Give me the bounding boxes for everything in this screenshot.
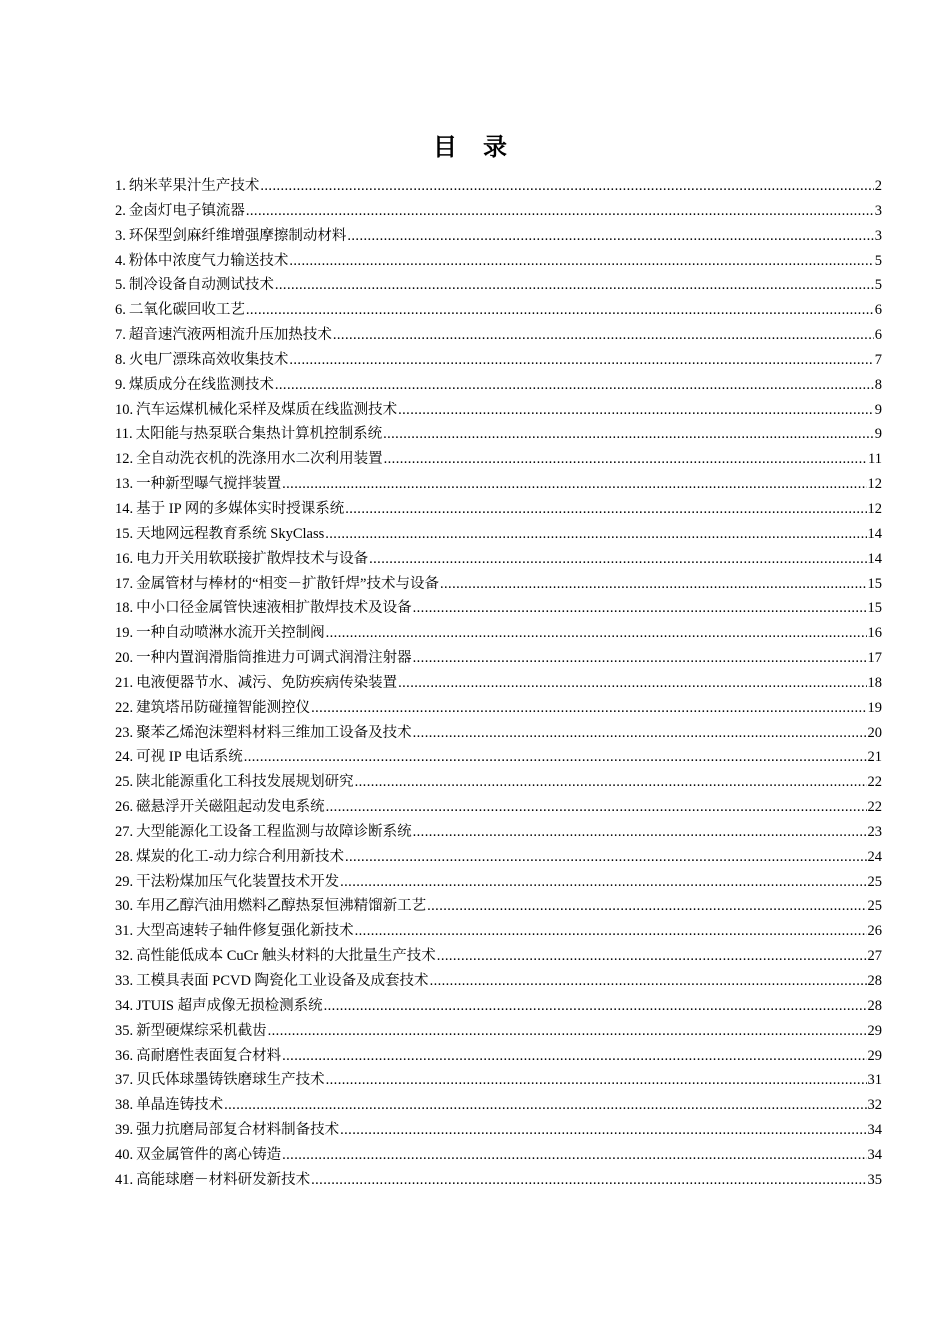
- toc-dot-leader: [333, 323, 874, 348]
- toc-entry-title[interactable]: 工模具表面 PCVD 陶瓷化工业设备及成套技术: [136, 973, 429, 989]
- toc-dot-leader: [282, 472, 866, 497]
- toc-entry-page-number[interactable]: 14: [867, 525, 882, 542]
- toc-dot-leader: [437, 944, 867, 969]
- toc-dot-leader: [413, 596, 867, 621]
- toc-entry-title[interactable]: 可视 IP 电话系统: [136, 749, 243, 766]
- toc-entry-number: 25.: [115, 774, 134, 791]
- toc-entry-page-number[interactable]: 3: [874, 202, 882, 219]
- toc-entry-page-number[interactable]: 28: [867, 973, 882, 989]
- toc-entry-number: 3.: [115, 227, 126, 244]
- toc-entry-page-number[interactable]: 11: [868, 451, 882, 468]
- toc-entry-number: 28.: [115, 848, 134, 865]
- toc-entry-page-number[interactable]: 6: [874, 327, 882, 344]
- toc-entry-number: 18.: [115, 600, 134, 617]
- toc-entry-title[interactable]: 干法粉煤加压气化装置技术开发: [136, 873, 340, 890]
- toc-entry-title[interactable]: 贝氏体球墨铸铁磨球生产技术: [136, 1072, 325, 1089]
- toc-entry-page-number[interactable]: 5: [874, 277, 882, 294]
- toc-entry-number: 34.: [115, 997, 134, 1014]
- toc-entry[interactable]: [115, 348, 882, 373]
- toc-entry-page-number[interactable]: 27: [867, 948, 882, 965]
- toc-entry-page-number[interactable]: 3: [874, 227, 882, 244]
- toc-entry-title[interactable]: 超音速汽液两相流升压加热技术: [128, 327, 332, 344]
- toc-entry-title[interactable]: 环保型剑麻纤维增强摩擦制动材料: [128, 227, 347, 244]
- toc-entry[interactable]: [115, 373, 882, 398]
- toc-entry-title[interactable]: 制冷设备自动测试技术: [128, 277, 274, 294]
- toc-entry-title[interactable]: 高能球磨－材料研发新技术: [136, 1171, 311, 1188]
- toc-entry-number: 35.: [115, 1022, 134, 1039]
- toc-entry-number: 26.: [115, 799, 134, 816]
- toc-entry[interactable]: [115, 696, 882, 721]
- toc-entry-page-number[interactable]: 31: [867, 1072, 882, 1089]
- toc-entry[interactable]: [115, 894, 882, 919]
- toc-entry-title[interactable]: 磁悬浮开关磁阻起动发电系统: [136, 799, 325, 816]
- toc-dot-leader: [268, 1019, 867, 1044]
- toc-entry-page-number[interactable]: 22: [867, 799, 882, 816]
- toc-entry[interactable]: [115, 994, 882, 1019]
- toc-entry-number: 11.: [115, 426, 133, 443]
- toc-dot-leader: [355, 770, 867, 795]
- toc-dot-leader: [326, 795, 867, 820]
- toc-entry-page-number[interactable]: 28: [867, 997, 882, 1014]
- toc-entry-page-number[interactable]: 14: [867, 550, 882, 567]
- toc-entry-page-number[interactable]: 34: [867, 1122, 882, 1139]
- toc-dot-leader: [355, 919, 867, 944]
- toc-entry-number: 20.: [115, 650, 134, 667]
- toc-entry-title[interactable]: 火电厂漂珠高效收集技术: [128, 351, 289, 368]
- toc-entry-title[interactable]: 煤质成分在线监测技术: [128, 376, 274, 393]
- toc-entry-number: 29.: [115, 873, 134, 890]
- toc-entry-title[interactable]: JTUIS 超声成像无损检测系统: [136, 997, 323, 1014]
- toc-entry[interactable]: [115, 472, 882, 497]
- toc-dot-leader: [275, 273, 874, 298]
- toc-dot-leader: [246, 298, 874, 323]
- toc-entry-title[interactable]: 强力抗磨局部复合材料制备技术: [136, 1122, 340, 1139]
- toc-entry[interactable]: [115, 522, 882, 547]
- toc-entry-page-number[interactable]: 7: [874, 351, 882, 368]
- toc-dot-leader: [347, 224, 873, 249]
- toc-entry-page-number[interactable]: 6: [874, 302, 882, 319]
- toc-dot-leader: [384, 447, 867, 472]
- toc-entry[interactable]: [115, 224, 882, 249]
- toc-entry-number: 37.: [115, 1072, 134, 1089]
- toc-entry-number: 32.: [115, 948, 134, 965]
- toc-entry-title[interactable]: 金属管材与棒材的“相变－扩散钎焊”技术与设备: [136, 575, 439, 592]
- toc-entry-number: 36.: [115, 1047, 134, 1064]
- toc-dot-leader: [246, 199, 874, 224]
- toc-entry-title[interactable]: 电力开关用软联接扩散焊技术与设备: [136, 550, 369, 567]
- toc-entry-title[interactable]: 天地网远程教育系统 SkyClass: [136, 525, 325, 542]
- toc-entry-title[interactable]: 单晶连铸技术: [136, 1097, 224, 1114]
- toc-entry[interactable]: [115, 249, 882, 274]
- toc-entry-title[interactable]: 电液便器节水、减污、免防疾病传染装置: [136, 674, 398, 691]
- toc-entry-number: 1.: [115, 178, 126, 194]
- toc-entry-page-number[interactable]: 16: [867, 625, 882, 642]
- toc-dot-leader: [413, 721, 867, 746]
- toc-entry-title[interactable]: 煤炭的化工-动力综合利用新技术: [136, 848, 344, 865]
- toc-entry[interactable]: [115, 745, 882, 770]
- toc-entry-number: 38.: [115, 1097, 134, 1114]
- toc-dot-leader: [260, 174, 873, 199]
- toc-dot-leader: [440, 572, 867, 597]
- toc-entry[interactable]: [115, 596, 882, 621]
- toc-dot-leader: [311, 696, 866, 721]
- toc-entry-page-number[interactable]: 26: [867, 923, 882, 940]
- toc-entry[interactable]: [115, 497, 882, 522]
- toc-entry-title[interactable]: 金卤灯电子镇流器: [128, 202, 245, 219]
- toc-entry-number: 6.: [115, 302, 126, 319]
- toc-entry-title[interactable]: 高耐磨性表面复合材料: [136, 1047, 282, 1064]
- toc-dot-leader: [324, 994, 867, 1019]
- toc-dot-leader: [326, 621, 867, 646]
- toc-entry-title[interactable]: 陕北能源重化工科技发展规划研究: [136, 774, 354, 791]
- toc-entry[interactable]: [115, 1093, 882, 1118]
- toc-entry-page-number[interactable]: 34: [867, 1146, 882, 1163]
- toc-entry-number: 13.: [115, 476, 134, 493]
- toc-entry-number: 41.: [115, 1171, 134, 1188]
- toc-title: 目 录: [433, 135, 517, 161]
- toc-entry-title[interactable]: 高性能低成本 CuCr 触头材料的大批量生产技术: [136, 948, 436, 965]
- toc-entry-title[interactable]: 新型硬煤综采机截齿: [136, 1022, 267, 1039]
- toc-entry-page-number[interactable]: 9: [874, 426, 882, 443]
- toc-entry-page-number[interactable]: 5: [874, 252, 882, 269]
- toc-entry-number: 21.: [115, 674, 134, 691]
- toc-entry-page-number[interactable]: 9: [874, 401, 882, 418]
- toc-entry-number: 33.: [115, 973, 134, 989]
- toc-entry-number: 24.: [115, 749, 134, 766]
- toc-entry-title[interactable]: 太阳能与热泵联合集热计算机控制系统: [135, 426, 383, 443]
- toc-entry-page-number[interactable]: 25: [867, 873, 882, 890]
- toc-entry-number: 14.: [115, 500, 134, 517]
- toc-entry[interactable]: [115, 273, 882, 298]
- toc-entry-title[interactable]: 基于 IP 网的多媒体实时授课系统: [136, 500, 345, 517]
- toc-entry-number: 30.: [115, 898, 134, 915]
- toc-entry-number: 10.: [115, 401, 134, 418]
- toc-entry[interactable]: [115, 770, 882, 795]
- toc-entry-number: 16.: [115, 550, 134, 567]
- toc-entry[interactable]: [115, 671, 882, 696]
- toc-entry-number: 8.: [115, 351, 126, 368]
- toc-entry[interactable]: [115, 795, 882, 820]
- toc-entry-title[interactable]: 一种自动喷淋水流开关控制阀: [136, 625, 325, 642]
- toc-entry[interactable]: [115, 919, 882, 944]
- toc-entry[interactable]: [115, 1068, 882, 1093]
- toc-entry-number: 39.: [115, 1122, 134, 1139]
- toc-entry-page-number[interactable]: 17: [867, 650, 882, 667]
- toc-entry-number: 27.: [115, 823, 134, 840]
- toc-entry-number: 22.: [115, 699, 134, 716]
- toc-entry-page-number[interactable]: 29: [867, 1022, 882, 1039]
- table-of-contents: [115, 174, 882, 1193]
- toc-dot-leader: [224, 1093, 866, 1118]
- toc-entry-title[interactable]: 大型高速转子轴件修复强化新技术: [136, 923, 354, 940]
- toc-entry[interactable]: [115, 199, 882, 224]
- toc-dot-leader: [413, 820, 867, 845]
- toc-dot-leader: [244, 745, 867, 770]
- toc-dot-leader: [413, 646, 867, 671]
- toc-entry-number: 12.: [115, 451, 134, 468]
- toc-entry-page-number[interactable]: 32: [867, 1097, 882, 1114]
- toc-dot-leader: [289, 348, 873, 373]
- toc-entry-page-number[interactable]: 23: [867, 823, 882, 840]
- toc-entry-title[interactable]: 粉体中浓度气力输送技术: [128, 252, 289, 269]
- toc-entry-number: 15.: [115, 525, 134, 542]
- toc-entry-title[interactable]: 汽车运煤机械化采样及煤质在线监测技术: [136, 401, 398, 418]
- toc-entry-page-number[interactable]: 18: [867, 674, 882, 691]
- toc-dot-leader: [311, 1168, 866, 1193]
- toc-entry-number: 23.: [115, 724, 134, 741]
- toc-entry-page-number[interactable]: 19: [867, 699, 882, 716]
- toc-entry[interactable]: [115, 721, 882, 746]
- toc-entry-page-number[interactable]: 12: [867, 476, 882, 493]
- toc-entry[interactable]: [115, 447, 882, 472]
- toc-entry-title[interactable]: 纳米苹果汁生产技术: [128, 178, 260, 194]
- toc-dot-leader: [340, 1118, 866, 1143]
- toc-entry-title[interactable]: 二氧化碳回收工艺: [128, 302, 245, 319]
- toc-entry-title[interactable]: 聚苯乙烯泡沫塑料材料三维加工设备及技术: [136, 724, 412, 741]
- toc-entry[interactable]: [115, 1143, 882, 1168]
- toc-entry-page-number[interactable]: 15: [867, 600, 882, 617]
- toc-entry-number: 4.: [115, 252, 126, 269]
- toc-entry-page-number[interactable]: 15: [867, 575, 882, 592]
- toc-entry[interactable]: [115, 969, 882, 994]
- toc-entry-title[interactable]: 一种新型曝气搅拌装置: [136, 476, 282, 493]
- toc-dot-leader: [345, 845, 867, 870]
- toc-entry[interactable]: [115, 398, 882, 423]
- toc-entry-title[interactable]: 一种内置润滑脂筒推进力可调式润滑注射器: [136, 650, 412, 667]
- toc-entry-page-number[interactable]: 20: [867, 724, 882, 741]
- toc-entry-page-number[interactable]: 24: [867, 848, 882, 865]
- toc-entry[interactable]: [115, 870, 882, 895]
- toc-entry-page-number[interactable]: 8: [874, 376, 882, 393]
- toc-entry-page-number[interactable]: 25: [867, 898, 882, 915]
- toc-dot-leader: [282, 1143, 866, 1168]
- toc-entry[interactable]: [115, 1118, 882, 1143]
- toc-entry-title[interactable]: 车用乙醇汽油用燃料乙醇热泵恒沸精馏新工艺: [136, 898, 427, 915]
- toc-dot-leader: [282, 1044, 866, 1069]
- toc-entry-title[interactable]: 建筑塔吊防碰撞智能测控仪: [136, 699, 311, 716]
- toc-dot-leader: [325, 522, 866, 547]
- toc-dot-leader: [383, 422, 874, 447]
- toc-entry[interactable]: [115, 1044, 882, 1069]
- toc-entry[interactable]: [115, 621, 882, 646]
- toc-entry[interactable]: [115, 422, 882, 447]
- toc-dot-leader: [340, 870, 866, 895]
- toc-entry[interactable]: [115, 1019, 882, 1044]
- toc-entry[interactable]: [115, 572, 882, 597]
- toc-entry-title[interactable]: 双金属管件的离心铸造: [136, 1146, 282, 1163]
- toc-dot-leader: [345, 497, 866, 522]
- toc-entry-title[interactable]: 大型能源化工设备工程监测与故障诊断系统: [136, 823, 412, 840]
- toc-entry-number: 5.: [115, 277, 126, 294]
- toc-entry-page-number[interactable]: 22: [867, 774, 882, 791]
- toc-entry-page-number[interactable]: 21: [867, 749, 882, 766]
- toc-entry-page-number[interactable]: 12: [867, 500, 882, 517]
- toc-dot-leader: [398, 398, 874, 423]
- toc-entry-number: 19.: [115, 625, 134, 642]
- toc-entry[interactable]: [115, 820, 882, 845]
- toc-entry[interactable]: [115, 174, 882, 199]
- toc-entry-number: 7.: [115, 327, 126, 344]
- toc-dot-leader: [430, 969, 867, 994]
- toc-entry[interactable]: [115, 1168, 882, 1193]
- toc-entry-number: 31.: [115, 923, 134, 940]
- toc-entry[interactable]: [115, 845, 882, 870]
- toc-entry-title[interactable]: 中小口径金属管快速液相扩散焊技术及设备: [136, 600, 412, 617]
- toc-dot-leader: [326, 1068, 867, 1093]
- toc-entry[interactable]: [115, 547, 882, 572]
- toc-entry[interactable]: [115, 944, 882, 969]
- toc-dot-leader: [398, 671, 866, 696]
- toc-entry-number: 9.: [115, 376, 126, 393]
- toc-dot-leader: [427, 894, 866, 919]
- toc-entry-number: 40.: [115, 1146, 134, 1163]
- toc-entry-title[interactable]: 全自动洗衣机的洗涤用水二次利用装置: [136, 451, 383, 468]
- toc-entry-page-number[interactable]: 35: [867, 1171, 882, 1188]
- toc-dot-leader: [289, 249, 873, 274]
- toc-entry-number: 2.: [115, 202, 126, 219]
- toc-entry[interactable]: [115, 298, 882, 323]
- toc-entry[interactable]: [115, 646, 882, 671]
- toc-entry[interactable]: [115, 323, 882, 348]
- toc-entry-page-number[interactable]: 29: [867, 1047, 882, 1064]
- toc-dot-leader: [275, 373, 874, 398]
- toc-dot-leader: [369, 547, 866, 572]
- toc-entry-number: 17.: [115, 575, 134, 592]
- toc-entry-page-number[interactable]: 2: [874, 178, 882, 194]
